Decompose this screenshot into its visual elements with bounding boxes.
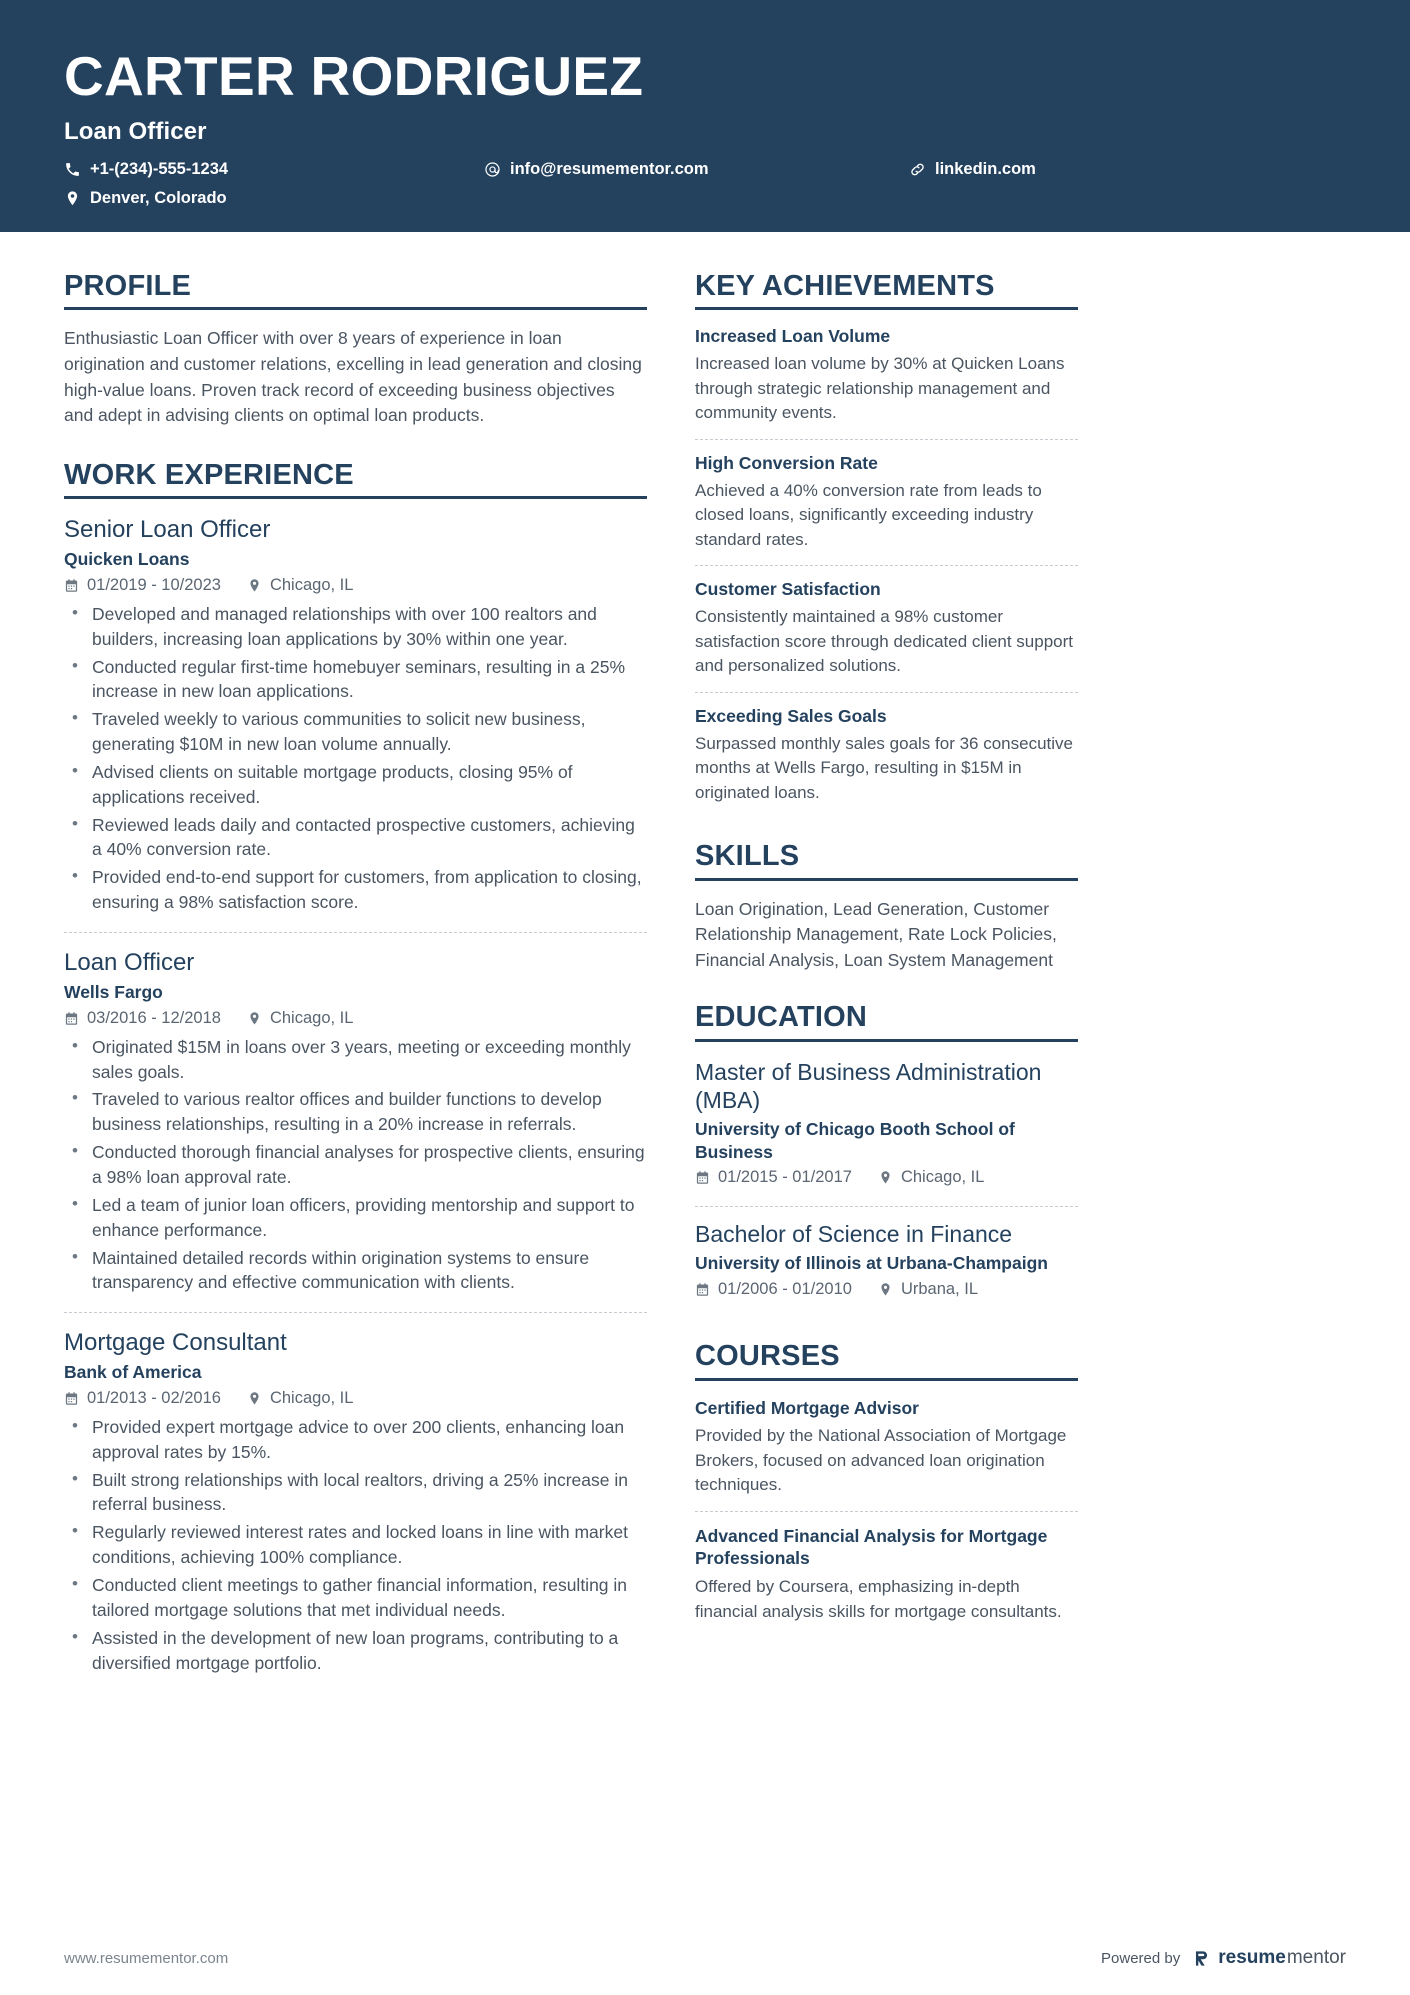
footer-url[interactable]: www.resumementor.com — [64, 1949, 229, 1967]
location-icon — [247, 1391, 262, 1406]
education-school: University of Illinois at Urbana-Champaign — [695, 1253, 1048, 1274]
education-school: University of Chicago Booth School of Business — [695, 1118, 1015, 1162]
location-icon — [878, 1170, 893, 1185]
experience-entry — [64, 515, 647, 932]
experience-bullets — [64, 1035, 647, 1295]
resume-footer — [0, 1921, 1410, 1995]
education-degree: Bachelor of Science in Finance — [695, 1221, 1013, 1248]
section-heading-skills: SKILLS — [695, 840, 800, 873]
education-location — [878, 1168, 984, 1187]
section-skills — [695, 840, 1078, 979]
powered-by-label: Powered by — [1101, 1949, 1181, 1967]
experience-meta — [64, 1389, 647, 1408]
education-dates-text: 01/2006 - 01/2010 — [718, 1280, 852, 1299]
achievement-title: High Conversion Rate — [695, 452, 878, 473]
resume-header — [0, 0, 1410, 232]
achievement-title: Increased Loan Volume — [695, 326, 891, 347]
brand-name-light: mentor — [1286, 1947, 1346, 1968]
list-item: • Built strong relationships with local realtors, driving a 25% increase in referral business. — [64, 1468, 647, 1518]
left-column — [64, 232, 647, 1698]
section-profile — [64, 270, 647, 429]
brand-name-bold: resume — [1218, 1947, 1286, 1968]
course-description: Provided by the National Association of Mortgage Brokers, focused on advanced loan origination techniques. — [695, 1426, 1067, 1495]
bookmark-icon — [1192, 1949, 1211, 1968]
list-item: • Conducted thorough financial analyses for prospective clients, ensuring a 98% loan approval rate. — [64, 1140, 647, 1190]
experience-company: Wells Fargo — [64, 981, 163, 1002]
section-key-achievements — [695, 270, 1078, 818]
resumementor-logo — [1192, 1947, 1346, 1969]
section-divider — [695, 307, 1078, 310]
education-meta — [695, 1280, 1078, 1299]
achievement-description: Surpassed monthly sales goals for 36 consecutive months at Wells Fargo, resulting in $15M in originated loans. — [695, 733, 1073, 802]
resume-body — [0, 232, 1410, 1698]
experience-location — [247, 1009, 353, 1028]
education-meta — [695, 1168, 1078, 1187]
contact-phone-text: +1-(234)-555-1234 — [90, 159, 229, 178]
location-icon — [878, 1282, 893, 1297]
experience-location — [247, 576, 353, 595]
calendar-icon — [695, 1282, 710, 1297]
education-degree: Master of Business Administration (MBA) — [695, 1058, 1042, 1113]
section-heading-courses: COURSES — [695, 1340, 840, 1373]
section-work-experience — [64, 459, 647, 1693]
skills-list: Loan Origination, Lead Generation, Customer Relationship Management, Rate Lock Policies, Financial Analysis, Loan System Management — [695, 898, 1057, 970]
list-item: • Advised clients on suitable mortgage products, closing 95% of applications received. — [64, 760, 647, 810]
list-item: • Traveled weekly to various communities to solicit new business, generating $10M in new loan volume annually. — [64, 707, 647, 757]
achievement-item — [695, 692, 1078, 818]
page-title: CARTER RODRIGUEZ — [64, 45, 644, 107]
course-title: Certified Mortgage Advisor — [695, 1397, 919, 1418]
list-item: • Traveled to various realtor offices and builder functions to develop business relationships, resulting in a 20% increase in referrals. — [64, 1087, 647, 1137]
course-description: Offered by Coursera, emphasizing in-depth financial analysis skills for mortgage consultants. — [695, 1577, 1062, 1621]
section-divider — [695, 1378, 1078, 1381]
achievement-description: Increased loan volume by 30% at Quicken Loans through strategic relationship management and community events. — [695, 354, 1065, 423]
right-column — [695, 232, 1078, 1698]
contact-email[interactable] — [484, 160, 909, 179]
contact-linkedin[interactable] — [909, 160, 1036, 179]
achievement-description: Consistently maintained a 98% customer satisfaction score through dedicated client support and personalized solutions. — [695, 607, 1074, 676]
footer-branding — [1101, 1947, 1346, 1969]
achievement-item — [695, 326, 1078, 438]
achievement-item — [695, 439, 1078, 565]
calendar-icon — [64, 1391, 79, 1406]
location-icon — [247, 1011, 262, 1026]
experience-company: Bank of America — [64, 1361, 202, 1382]
education-location — [878, 1280, 978, 1299]
experience-dates-text: 01/2013 - 02/2016 — [87, 1388, 221, 1407]
list-item: • Reviewed leads daily and contacted prospective customers, achieving a 40% conversion rate. — [64, 813, 647, 863]
education-dates — [695, 1168, 852, 1187]
contact-phone[interactable] — [64, 160, 484, 179]
experience-location-text: Chicago, IL — [269, 575, 354, 594]
achievement-title: Customer Satisfaction — [695, 579, 881, 600]
list-item: • Assisted in the development of new loan programs, contributing to a diversified mortgage portfolio. — [64, 1626, 647, 1676]
contact-location — [64, 189, 227, 208]
section-heading-work-experience: WORK EXPERIENCE — [64, 458, 354, 491]
section-heading-key-achievements: KEY ACHIEVEMENTS — [695, 270, 995, 302]
list-item: • Led a team of junior loan officers, providing mentorship and support to enhance performance. — [64, 1193, 647, 1243]
contact-row-secondary — [64, 189, 1346, 208]
section-education — [695, 1001, 1078, 1318]
experience-dates — [64, 1009, 221, 1028]
list-item: • Conducted regular first-time homebuyer seminars, resulting in a 25% increase in new loan applications. — [64, 655, 647, 705]
education-location-text: Urbana, IL — [900, 1280, 978, 1299]
contact-row-primary — [64, 160, 1346, 179]
link-icon — [909, 161, 926, 178]
list-item: • Provided end-to-end support for customers, from application to closing, ensuring a 98% satisfaction score. — [64, 865, 647, 915]
experience-meta — [64, 1009, 647, 1028]
contact-linkedin-text: linkedin.com — [935, 159, 1036, 178]
list-item: • Developed and managed relationships with over 100 realtors and builders, increasing loan applications by 30% within one year. — [64, 602, 647, 652]
experience-role: Loan Officer — [64, 949, 195, 976]
experience-dates-text: 03/2016 - 12/2018 — [87, 1008, 221, 1027]
experience-bullets — [64, 602, 647, 915]
experience-entry — [64, 1312, 647, 1692]
list-item: • Originated $15M in loans over 3 years, meeting or exceeding monthly sales goals. — [64, 1035, 647, 1085]
experience-location-text: Chicago, IL — [269, 1008, 354, 1027]
experience-meta — [64, 576, 647, 595]
section-heading-education: EDUCATION — [695, 1001, 868, 1034]
course-item — [695, 1397, 1078, 1511]
list-item: • Conducted client meetings to gather financial information, resulting in tailored mortgage solutions that met individual needs. — [64, 1573, 647, 1623]
education-dates — [695, 1280, 852, 1299]
contact-email-text: info@resumementor.com — [510, 159, 709, 178]
location-icon — [247, 578, 262, 593]
experience-entry — [64, 932, 647, 1312]
experience-role: Mortgage Consultant — [64, 1329, 287, 1357]
experience-dates-text: 01/2019 - 10/2023 — [87, 575, 221, 594]
experience-role: Senior Loan Officer — [64, 516, 271, 544]
experience-location-text: Chicago, IL — [269, 1388, 354, 1407]
experience-company: Quicken Loans — [64, 548, 190, 569]
education-item — [695, 1206, 1078, 1318]
section-heading-profile: PROFILE — [64, 270, 192, 302]
experience-bullets — [64, 1415, 647, 1675]
section-divider — [64, 496, 647, 499]
section-courses — [695, 1340, 1078, 1637]
course-title: Advanced Financial Analysis for Mortgage Professionals — [695, 1525, 1048, 1569]
section-divider — [695, 1039, 1078, 1042]
list-item: • Provided expert mortgage advice to over 200 clients, enhancing loan approval rates by 15%. — [64, 1415, 647, 1465]
section-divider — [64, 307, 647, 310]
achievement-item — [695, 565, 1078, 691]
email-icon — [484, 161, 501, 178]
experience-dates — [64, 576, 221, 595]
phone-icon — [64, 161, 81, 178]
achievement-description: Achieved a 40% conversion rate from leads to closed loans, significantly exceeding industry standard rates. — [695, 480, 1042, 549]
achievement-title: Exceeding Sales Goals — [695, 705, 887, 726]
list-item: • Maintained detailed records within origination systems to ensure transparency and effective communication with clients. — [64, 1246, 647, 1296]
course-item — [695, 1511, 1078, 1637]
location-icon — [64, 190, 81, 207]
contact-location-text: Denver, Colorado — [90, 188, 227, 207]
calendar-icon — [695, 1170, 710, 1185]
education-location-text: Chicago, IL — [900, 1168, 985, 1187]
calendar-icon — [64, 1011, 79, 1026]
section-divider — [695, 878, 1078, 881]
list-item: • Regularly reviewed interest rates and locked loans in line with market conditions, achieving 100% compliance. — [64, 1520, 647, 1570]
experience-dates — [64, 1389, 221, 1408]
education-dates-text: 01/2015 - 01/2017 — [718, 1168, 852, 1187]
calendar-icon — [64, 578, 79, 593]
education-item — [695, 1058, 1078, 1207]
experience-location — [247, 1389, 353, 1408]
profile-text: Enthusiastic Loan Officer with over 8 years of experience in loan origination and customer relations, excelling in lead generation and closing high-value loans. Proven track record of exceeding business objectives and adept in advising clients on optimal loan products. — [64, 328, 642, 426]
job-title: Loan Officer — [64, 117, 207, 145]
